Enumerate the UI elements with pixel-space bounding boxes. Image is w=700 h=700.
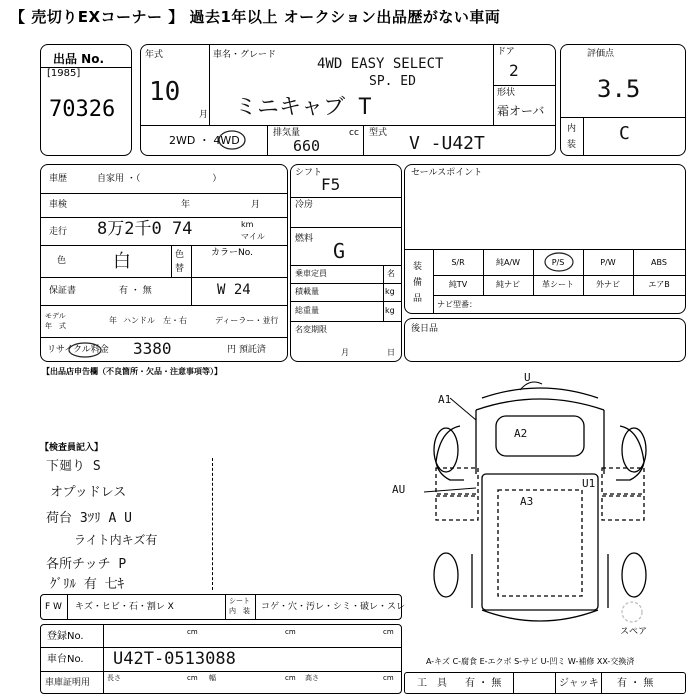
registration-box xyxy=(40,624,402,694)
declaration-label: 【出品店申告欄（不良箇所・欠品・注意事項等）】 xyxy=(42,367,222,376)
model-year-label-2: 年 式 xyxy=(45,322,66,330)
width-label: 幅 xyxy=(209,674,216,682)
recycle-value: 3380 xyxy=(133,339,172,358)
shift-value: F5 xyxy=(321,175,341,194)
name-change-label: 名変期限 xyxy=(295,325,327,334)
spare-label: スペア xyxy=(620,627,648,637)
cm-unit-top-2: cm xyxy=(285,628,296,636)
tools-options: 有 ・ 無 xyxy=(465,678,502,689)
equipment-label-2: 備 xyxy=(413,278,423,288)
inspector-note-3: 荷台 3ﾂﾘ A U xyxy=(46,511,132,526)
name-line2: SP. ED xyxy=(369,74,416,89)
cm-unit-3: cm xyxy=(383,674,394,682)
inspector-label: 【検査員記入】 xyxy=(40,443,104,453)
displacement-value: 660 xyxy=(293,137,321,155)
retrofit-label: 後日品 xyxy=(411,324,439,334)
sales-label: セールスポイント xyxy=(411,168,483,178)
mark-a1: A1 xyxy=(438,393,452,406)
shift-label: シフト xyxy=(295,168,323,178)
displacement-unit: cc xyxy=(349,128,359,138)
load-label: 積載量 xyxy=(295,287,319,296)
model-value: V -U42T xyxy=(409,133,485,154)
inspector-area xyxy=(40,442,402,592)
chassis-value: U42T-0513088 xyxy=(113,649,236,669)
door-value: 2 xyxy=(509,61,519,80)
lot-label: 出品 No. xyxy=(53,52,105,66)
rating-value: 3.5 xyxy=(597,75,641,103)
year-label: 年式 xyxy=(145,50,164,60)
equip-navi: 純ナビ xyxy=(496,280,520,289)
inspector-note-6: ｸﾞﾘﾙ 有 七ｷ xyxy=(50,577,125,592)
history-box xyxy=(40,164,288,362)
jack-options: 有 ・ 無 xyxy=(617,678,654,689)
color-swap-label-2: 替 xyxy=(175,264,185,274)
equipment-label-3: 品 xyxy=(413,294,423,304)
name-line1: 4WD EASY SELECT xyxy=(317,56,444,72)
spare-tire-icon xyxy=(620,600,644,624)
model-year-label-1: モデル xyxy=(45,312,66,320)
shape-value: 霜オーバ xyxy=(497,104,545,118)
warranty-options: 有 ・ 無 xyxy=(119,286,152,296)
sales-box xyxy=(404,164,686,314)
tools-box xyxy=(404,672,686,694)
header-title: 【 売切りEXコーナー 】 過去1年以上 オークション出品歴がない車両 xyxy=(10,8,501,26)
name-line3: ミニキャブ T xyxy=(235,95,372,120)
mark-au: AU xyxy=(392,483,406,496)
inspector-note-5: 各所チッチ P xyxy=(46,557,127,572)
shape-label: 形状 xyxy=(497,88,516,98)
dealer-label: ディーラー・並行 xyxy=(215,316,279,325)
interior-label-2: 装 xyxy=(567,140,577,150)
mark-u1: U1 xyxy=(582,477,596,490)
color-no-label: カラーNo. xyxy=(211,248,253,258)
handle-label: ハンドル 左・右 xyxy=(123,316,187,325)
usage-label: 車歴 xyxy=(49,174,68,184)
fw-row xyxy=(40,594,406,620)
model-year-unit: 年 xyxy=(109,316,117,325)
spec-box xyxy=(290,164,402,362)
fuel-label: 燃料 xyxy=(295,234,314,244)
chassis-label: 車台No. xyxy=(47,654,84,665)
door-label: ドア xyxy=(497,47,515,57)
total-label: 総重量 xyxy=(295,306,319,315)
inspector-note-2: オプッドレス xyxy=(50,485,127,500)
lot-box xyxy=(40,44,132,156)
inspector-note-1: 下廻り S xyxy=(46,459,101,474)
fw-options: キズ・ヒビ・石・割レ X xyxy=(75,602,174,612)
truck-outline xyxy=(410,370,690,640)
capacity-unit: 名 xyxy=(387,269,395,278)
equip-leather: 革シート xyxy=(542,280,574,289)
mileage-unit-km: km xyxy=(241,220,254,229)
year-unit: 月 xyxy=(199,110,209,120)
recycle-unit: 円 預託済 xyxy=(227,345,266,355)
inspection-label: 車検 xyxy=(49,200,68,210)
equip-pw: P/W xyxy=(600,258,616,267)
4wd-circle-mark xyxy=(217,129,247,151)
total-unit: kg xyxy=(385,306,395,315)
load-unit: kg xyxy=(385,287,395,296)
retrofit-box xyxy=(404,318,686,362)
lot-sub-number: [1985] xyxy=(47,68,81,79)
mark-a2: A2 xyxy=(514,427,528,440)
cm-unit-top-3: cm xyxy=(383,628,394,636)
color-swap-label-1: 色 xyxy=(175,250,185,260)
inspection-month: 月 xyxy=(251,200,261,210)
year-value: 10 xyxy=(149,77,181,107)
model-label: 型式 xyxy=(369,128,388,138)
usage-options: 自家用 ・（ ） xyxy=(97,174,222,184)
equip-abs: ABS xyxy=(651,258,667,267)
warranty-label: 保証書 xyxy=(49,286,77,296)
interior-value: C xyxy=(619,123,630,144)
mileage-unit-mile: マイル xyxy=(241,232,265,241)
interior-label-1: 内 xyxy=(567,124,577,134)
mark-u: U xyxy=(524,371,531,384)
inspector-note-4: ライト内キズ有 xyxy=(74,533,158,547)
equipment-label-1: 装 xyxy=(413,262,423,272)
name-change-day: 日 xyxy=(387,348,395,357)
seat-label-1: シート xyxy=(229,597,250,605)
vehicle-diagram xyxy=(392,370,690,640)
name-change-month: 月 xyxy=(341,348,349,357)
cert-label: 車庫証明用 xyxy=(45,678,91,688)
height-label: 高さ xyxy=(305,674,319,682)
seat-label-2: 内 装 xyxy=(229,607,250,615)
fuel-value: G xyxy=(333,239,346,263)
equip-airbag: エアB xyxy=(648,280,670,289)
registration-label: 登録No. xyxy=(47,631,84,642)
lot-number: 70326 xyxy=(49,97,116,122)
mark-a3: A3 xyxy=(520,495,534,508)
displacement-label: 排気量 xyxy=(273,128,301,138)
length-label: 長さ xyxy=(107,674,121,682)
ps-circle-mark xyxy=(543,251,575,273)
color-no-value: W 24 xyxy=(217,282,251,298)
navi-model-label: ナビ型番： xyxy=(437,300,477,309)
fw-label: F W xyxy=(45,602,62,612)
equip-tv: 純TV xyxy=(448,280,468,289)
cm-unit-1: cm xyxy=(187,674,198,682)
vehicle-box xyxy=(140,44,556,156)
rating-label: 評価点 xyxy=(587,49,615,59)
equip-ps: P/S xyxy=(551,258,565,267)
legend-text: A-キズ C-腐食 E-エクボ S-サビ U-凹ミ W-補修 XX-交換済 xyxy=(426,657,635,666)
capacity-label: 乗車定員 xyxy=(295,269,327,278)
recycle-circle-mark xyxy=(67,341,103,359)
cm-unit-2: cm xyxy=(285,674,296,682)
recycle-label: リサイクル料金 xyxy=(47,345,109,355)
mileage-value: 8万2千0 74 xyxy=(97,219,193,239)
color-label: 色 xyxy=(57,256,67,266)
mileage-label: 走行 xyxy=(49,227,68,237)
equip-sr: S/R xyxy=(451,258,465,267)
color-value: 白 xyxy=(113,251,131,272)
equip-ext-navi: 外ナビ xyxy=(596,280,620,289)
seat-options: コゲ・穴・汚レ・シミ・破レ・スレ xyxy=(261,602,406,612)
jack-label: ジャッキ xyxy=(559,678,599,689)
rating-box xyxy=(560,44,686,156)
ac-label: 冷房 xyxy=(295,200,314,210)
name-label: 車名・グレード xyxy=(213,50,277,60)
drive-label: 2WD ・ 4WD xyxy=(169,134,240,147)
equip-aw: 純A/W xyxy=(495,258,521,267)
inspection-year: 年 xyxy=(181,200,191,210)
tools-label: 工 具 xyxy=(417,678,447,689)
cm-unit-top-1: cm xyxy=(187,628,198,636)
